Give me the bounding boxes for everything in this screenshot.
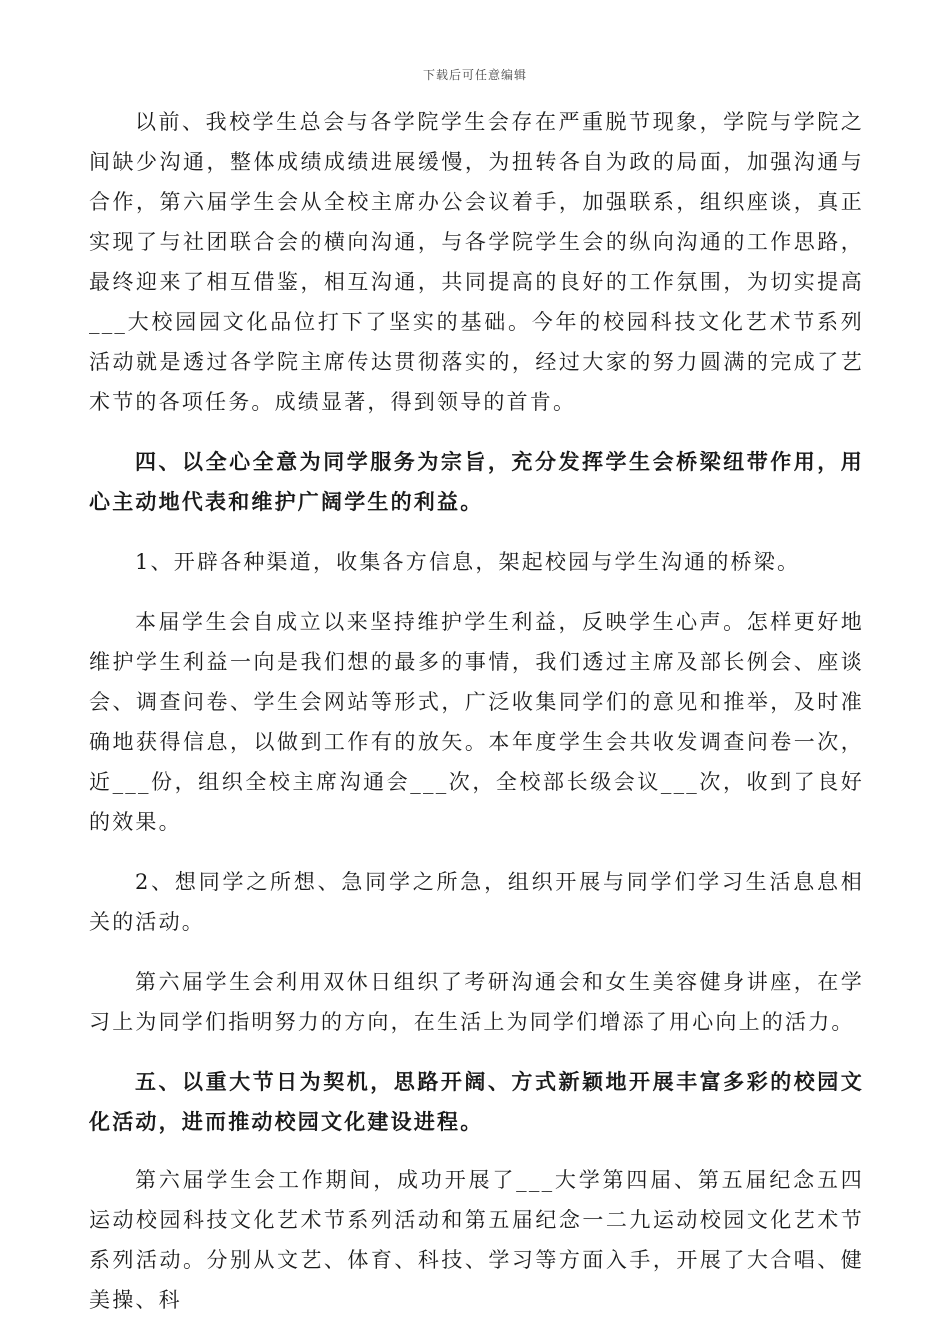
paragraph-weekend-activities: 第六届学生会利用双休日组织了考研沟通会和女生美容健身讲座，在学习上为同学们指明努力的方向，在生活上为同学们增添了用心向上的活力。 [89,970,864,1034]
section-heading-5: 五、以重大节日为契机，思路开阔、方式新颖地开展丰富多彩的校园文化活动，进而推动校园文化建设进程。 [89,1070,864,1134]
paragraph-student-interests: 本届学生会自成立以来坚持维护学生利益，反映学生心声。怎样更好地维护学生利益一向是我们想的最多的事情，我们透过主席及部长例会、座谈会、调查问卷、学生会网站等形式，广泛收集同学们的意见和推举，及时准确地获得信息，以做到工作有的放矢。本年度学生会共收发调查问卷一次，近___份，组织全校主席沟通会___次，全校部长级会议___次，收到了良好的效果。 [89,610,864,834]
section-heading-4: 四、以全心全意为同学服务为宗旨，充分发挥学生会桥梁纽带作用，用心主动地代表和维护广阔学生的利益。 [89,450,864,514]
header-note: 下载后可任意编辑 [422,68,527,82]
list-item-1: 1、开辟各种渠道，收集各方信息，架起校园与学生沟通的桥梁。 [135,550,801,574]
paragraph-communication: 以前、我校学生总会与各学院学生会存在严重脱节现象，学院与学院之间缺少沟通，整体成绩成绩进展缓慢，为扭转各自为政的局面，加强沟通与合作，第六届学生会从全校主席办公会议着手，加强联系，组织座谈，真正实现了与社团联合会的横向沟通，与各学院学生会的纵向沟通的工作思路，最终迎来了相互借鉴，相互沟通，共同提高的良好的工作氛围，为切实提高___大校园园文化品位打下了坚实的基础。今年的校园科技文化艺术节系列活动就是透过各学院主席传达贯彻落实的，经过大家的努力圆满的完成了艺术节的各项任务。成绩显著，得到领导的首肯。 [89,110,864,414]
list-item-2: 2、想同学之所想、急同学之所急，组织开展与同学们学习生活息息相关的活动。 [89,870,864,934]
paragraph-campus-festival: 第六届学生会工作期间，成功开展了___大学第四届、第五届纪念五四运动校园科技文化艺术节系列活动和第五届纪念一二九运动校园文化艺术节系列活动。分别从文艺、体育、科技、学习等方面入手，开展了大合唱、健美操、科 [89,1168,864,1312]
document-body [89,102,864,1320]
